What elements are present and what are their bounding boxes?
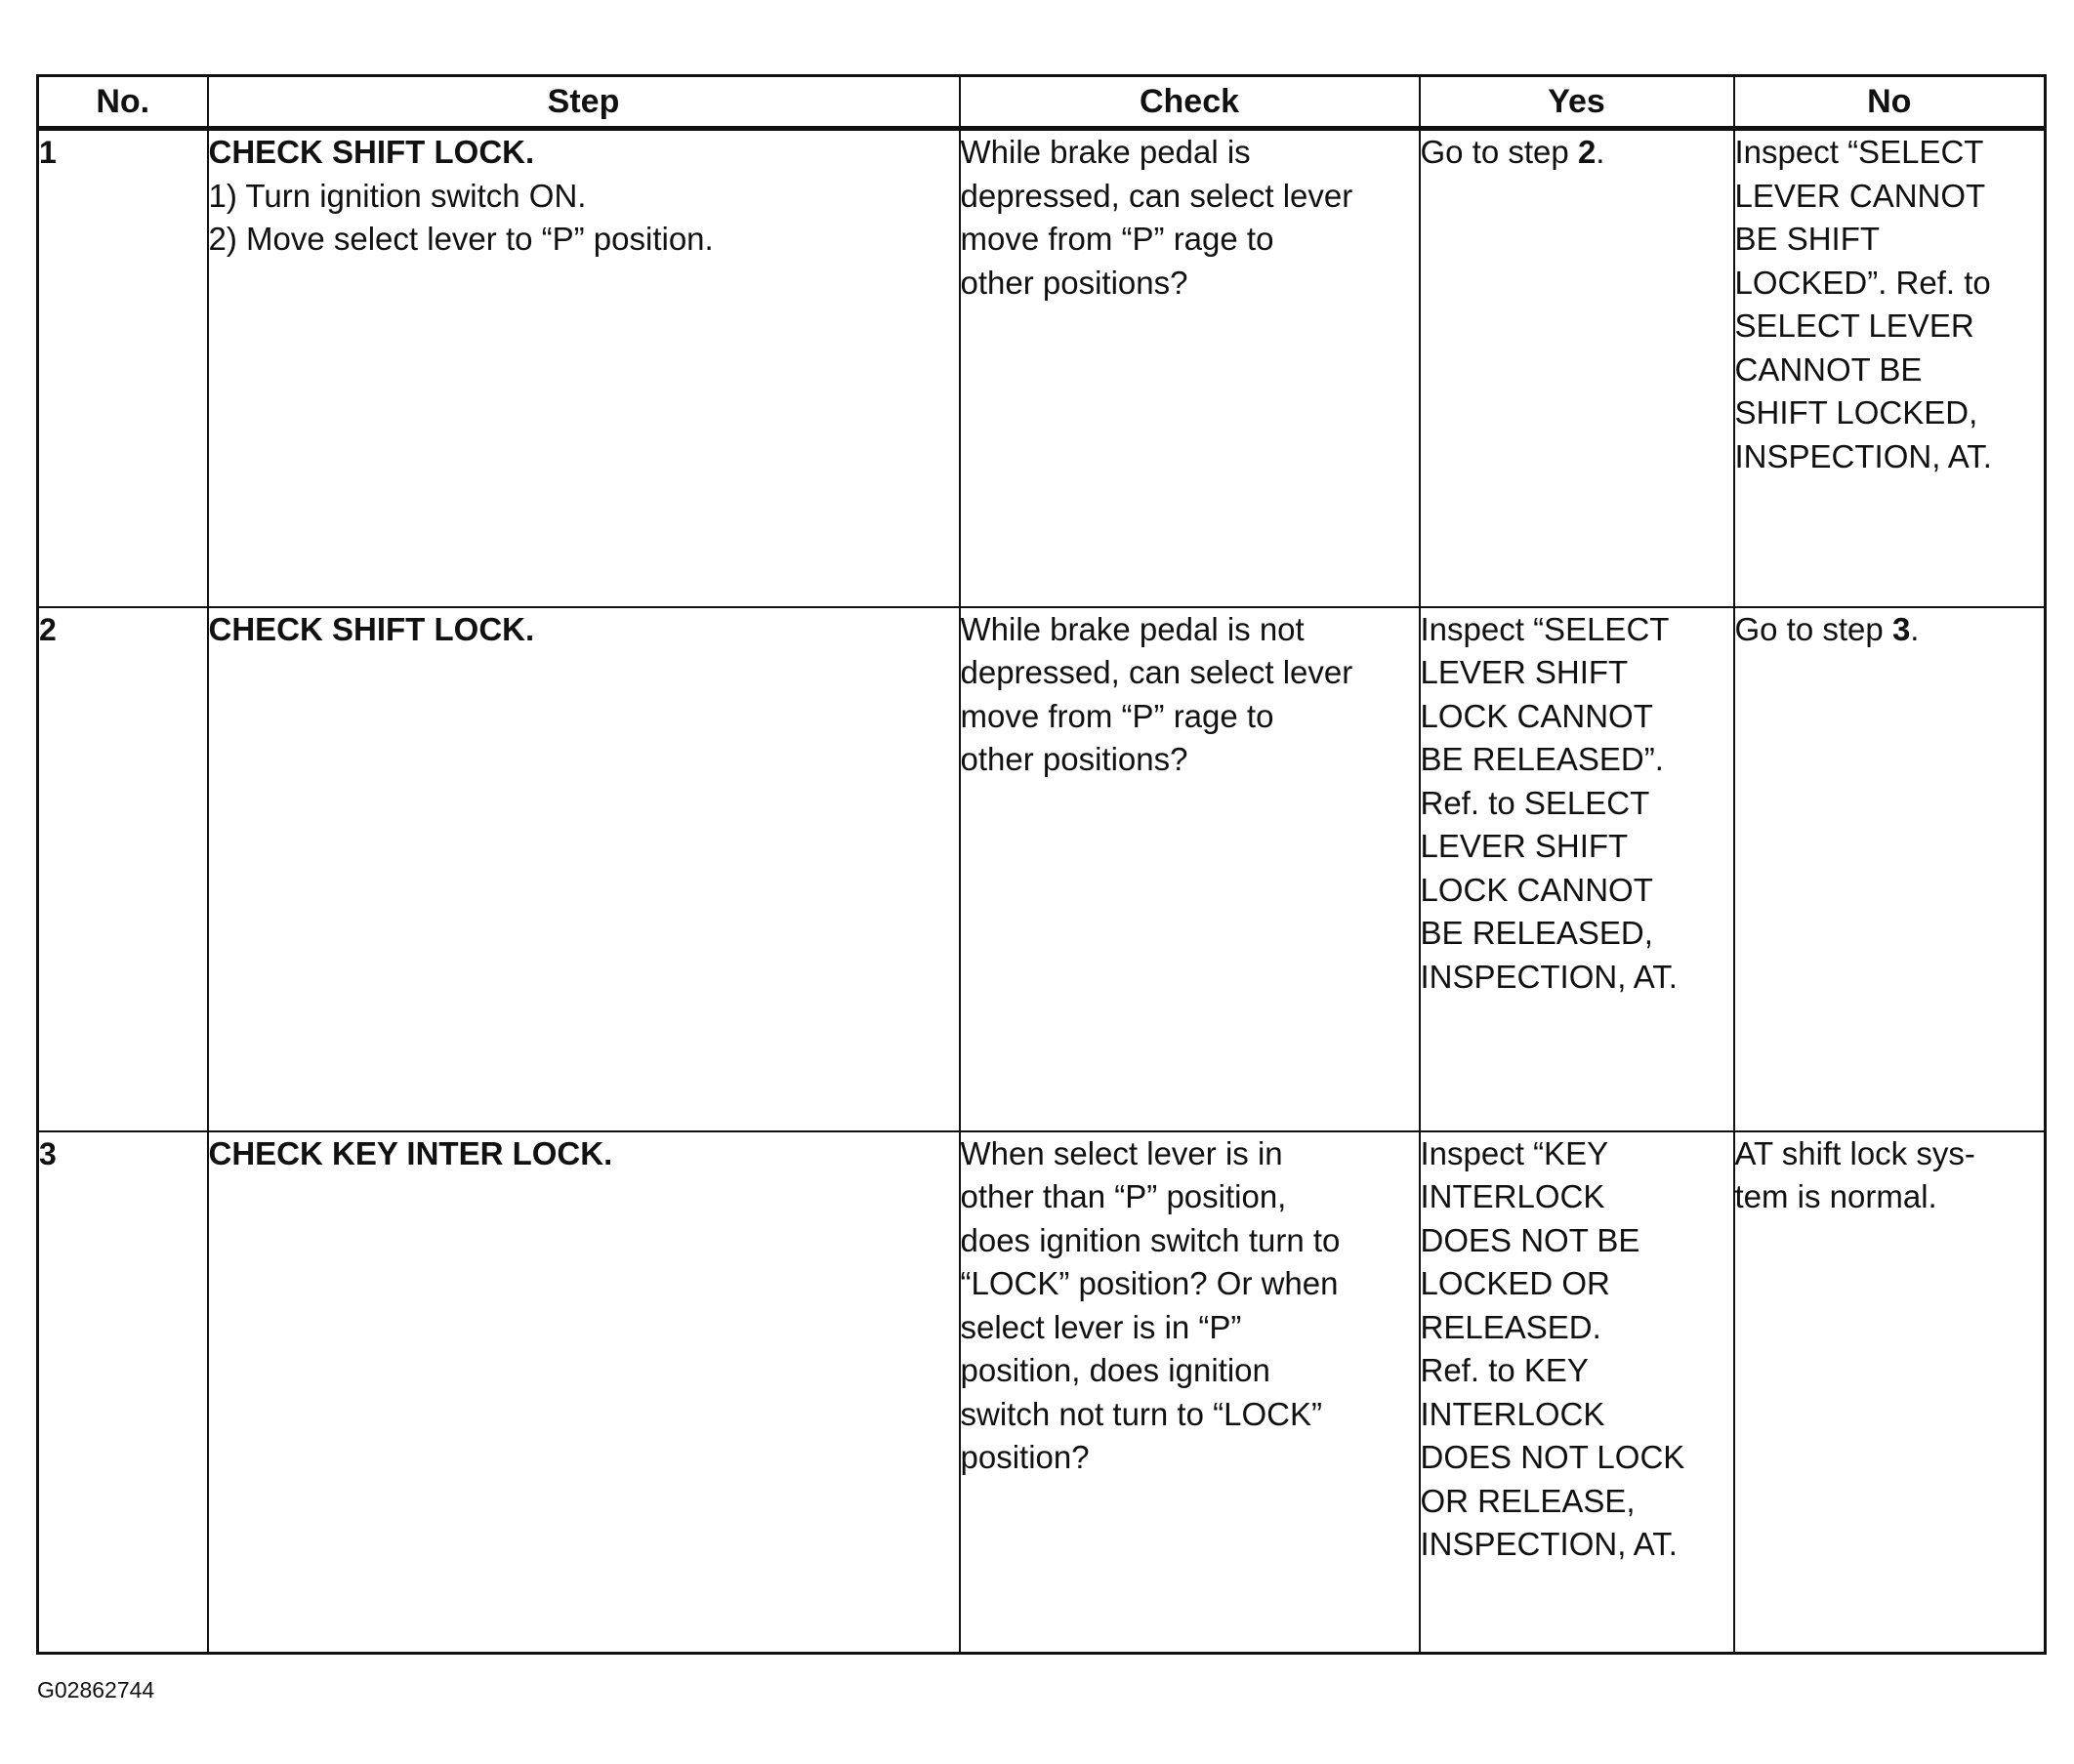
header-step: Step [208, 76, 960, 129]
yes-suffix: . [1596, 134, 1605, 170]
step-cell [208, 129, 960, 607]
no-cell: Inspect “SELECT LEVER CANNOT BE SHIFT LOCKED”. Ref. to SELECT LEVER CANNOT BE SHIFT LOCKED, INSPECTION, AT. [1734, 129, 2046, 607]
header-check: Check [960, 76, 1420, 129]
step-instruction: 1) Turn ignition switch ON. [208, 177, 587, 214]
step-title: CHECK SHIFT LOCK. [208, 134, 535, 170]
header-no-result: No [1734, 76, 2046, 129]
yes-prefix: Go to step [1420, 134, 1578, 170]
yes-cell: Inspect “KEY INTERLOCK DOES NOT BE LOCKED OR RELEASED. Ref. to KEY INTERLOCK DOES NOT LOCK OR RELEASE, INSPECTION, AT. [1420, 1131, 1734, 1654]
step-title: CHECK SHIFT LOCK. [208, 610, 535, 647]
diagnostic-table [36, 74, 2047, 1655]
table-row [38, 129, 2046, 607]
yes-cell: Inspect “SELECT LEVER SHIFT LOCK CANNOT BE RELEASED”. Ref. to SELECT LEVER SHIFT LOCK CANNOT BE RELEASED, INSPECTION, AT. [1420, 607, 1734, 1131]
step-title: CHECK KEY INTER LOCK. [208, 1134, 613, 1171]
no-cell: AT shift lock sys- tem is normal. [1734, 1131, 2046, 1654]
no-prefix: Go to step [1734, 610, 1892, 647]
step-cell [208, 1131, 960, 1654]
step-number: 1 [38, 129, 208, 607]
figure-id: G02862744 [37, 1677, 155, 1702]
step-instruction: 2) Move select lever to “P” position. [208, 221, 714, 257]
check-cell: While brake pedal is depressed, can select lever move from “P” rage to other positions? [960, 129, 1420, 607]
step-number: 3 [38, 1131, 208, 1654]
no-cell [1734, 607, 2046, 1131]
header-no: No. [38, 76, 208, 129]
yes-cell [1420, 129, 1734, 607]
header-yes: Yes [1420, 76, 1734, 129]
check-cell: When select lever is in other than “P” position, does ignition switch turn to “LOCK” position? Or when select lever is in “P” position, does ignition switch not turn to “LOCK” position? [960, 1131, 1420, 1654]
step-cell [208, 607, 960, 1131]
yes-step-ref: 2 [1577, 134, 1597, 170]
no-step-ref: 3 [1891, 610, 1911, 647]
table-row [38, 1131, 2046, 1654]
step-number: 2 [38, 607, 208, 1131]
table-row [38, 607, 2046, 1131]
no-suffix: . [1910, 610, 1920, 647]
header-row [38, 76, 2046, 129]
check-cell: While brake pedal is not depressed, can select lever move from “P” rage to other positions? [960, 607, 1420, 1131]
